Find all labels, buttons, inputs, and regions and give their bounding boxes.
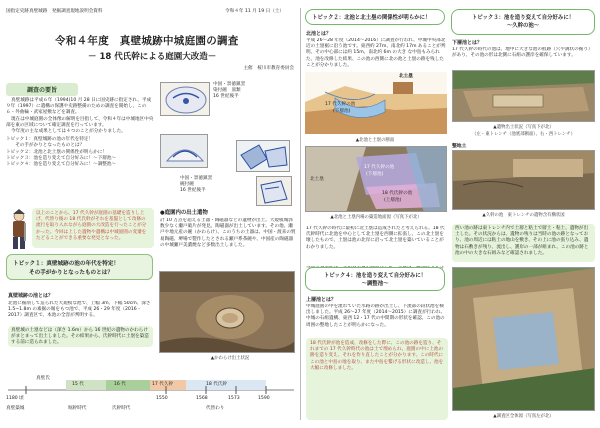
porcelain-photo-2	[160, 134, 208, 168]
topic2-title: トピック２：北池と北土塁の関係性が明らかに！	[305, 9, 445, 25]
timeline-label: 18 代氏幹	[206, 382, 228, 387]
topic4-callout: 18 代氏幹が池を造成、改修をした際に、この池の跡を造り、それまでの 17 代久幹時代の池は土で埋められ、庭園の中に上池の跡を造り変え、それを作り直したことが分かります。この時代にこの池と中島の地を取り、また中島を繋げる形状に改造し、池を大幅に改修しました。	[306, 338, 448, 420]
finds-text: 計 10 万点を超える土器・陶磁器などの遺物が出土。大規模城郭数少なく瀬戸破片が発見。陶磁器が出土しています。その他、瀬戸や地元産の碗（かわらけ）、このうちの土器は、中国・渡来の貿易陶磁、堺場で製作したとされる瀬戸系茶碗や、中国産の陶磁器の中城瀬戸美濃焼など多数出土しました。	[160, 218, 296, 248]
plan-label: 北土塁	[310, 177, 324, 182]
timeline-year: 1590	[258, 396, 270, 401]
topic2-text2: 17 代久幹の時代に最初に北土塁は造成されたと考えられる。18 代氏幹時代に北池を中心として北土塁を西側に拡張し、この北土塁を壊したもので、土塁は池の北岸に沿って北土塁を築いていることがわかりました。	[306, 226, 445, 250]
excavation-photo-1	[452, 70, 595, 122]
aerial-plan-caption: ▲北池と土塁内場の築造地面図（写真下が北）	[330, 215, 422, 220]
timeline-year: 1568	[196, 396, 208, 401]
overview-callout: 以上のことから、17 代久幹が庭園の基礎を造りし上げ、代替り後の 18 代氏幹がそれを基盤として改修の流行を取り入れながら庭園の大改造を行ったことが分かった。今回は上した遺物や遺構は中城庭園の変遷をたどることができる重要な発見となった。	[32, 208, 154, 248]
finds-heading: ●庭園内の出土遺物	[160, 210, 208, 216]
topic-list-item: その手がかりとなったものとは？	[6, 143, 85, 149]
page-title: 令和４年度 真壁城跡中城庭園の調査	[55, 35, 239, 47]
topic-list-item: トピック１：真壁城跡の池の年代を特定！	[6, 137, 94, 143]
plan-label: 18 代氏幹の池	[382, 191, 413, 196]
excavation-caption-1-sub: （左・東トレンチ（池底部断面）、右・西トレンチ）	[472, 132, 575, 137]
site-overview-caption: ▲調査区全体図（写真左が北）	[493, 414, 554, 419]
header-date: 令和４年 11 月 19 日（土）	[225, 9, 284, 14]
cross-section-diagram	[305, 72, 447, 134]
topic2-text: 平成 26〜28 年度（2014〜2016）に調査が行われ、中城中央部北辺の土塁裾に沿う池です。東西約 27m、南北約 17m あることが判明。その中心部には約 15m、南北約 6m の大き な中島もみられた。池を改修した結果、この池の西側に北の池と土塁の跡を残したことが分かりました。	[306, 38, 446, 68]
topic1-sub: 真壁城跡の池とは？	[8, 293, 54, 299]
label-line: 染付碗 皿類	[213, 88, 241, 94]
diagram-label: 17 代久幹の池	[325, 102, 356, 107]
overview-heading: 調査の要旨	[6, 83, 78, 96]
topic4-subtitle: 〜調整池〜	[361, 281, 389, 287]
finds-label-1	[213, 82, 258, 101]
overview-body	[6, 98, 154, 168]
finds-label-2	[180, 176, 230, 195]
topic3-subtitle: 〜久幹の池〜	[506, 23, 540, 29]
topic3-sub: 下層池とは？	[452, 40, 483, 46]
topic1-text: 北池に掘削して造られた大規模な池で、上幅 3m、下幅 50cm、深さ 1.5~1.8m の素掘の堀をもつ池で、平成 26・29 年度（2016・2017）調査区で、本池の全容が判明する。	[8, 301, 151, 319]
topic1-subtitle: その手がかりとなったものとは？	[29, 270, 113, 276]
page-subtitle: － 18 代氏幹による庭園大改造－	[88, 52, 217, 62]
organizer: 主催 桜川市教育委員会	[243, 66, 294, 71]
label-line: 16 世紀後半	[180, 188, 206, 194]
topic-list-item: トピック４：池を造り変えて自分好みに！〜調整池〜	[6, 162, 117, 168]
timeline-sub: 真壁築城	[6, 406, 25, 411]
excavation-photo-2	[452, 150, 595, 210]
column-divider	[300, 8, 301, 420]
plan-label: 17 代久幹の池	[364, 165, 395, 170]
topic3-text: 17 代久幹の時代の池は、地中に大きな池の痕跡（穴や溝状の掘り）があり、その池の形は北側に石組の護岸を確保しています。	[452, 47, 593, 59]
topic-list	[6, 137, 154, 168]
excavation-caption-1: ▲遺物出土状況（写真下が北）	[493, 125, 554, 130]
samurai-illustration	[6, 208, 32, 252]
topic1-title: トピック１：真壁城跡の池の年代を特定！	[13, 261, 120, 267]
topic4-title-box	[305, 267, 445, 291]
topic4-title: トピック４：池を造り変えて自分好みに！	[323, 273, 427, 279]
topic1-text2: 真壁城の土塁などは（深さ 1.6m）から 16 世紀の遺物のかわらけがまとまって出土しました。その結果から、氏幹時代に土塁を築造する前に造られました。	[8, 326, 153, 347]
timeline-label: 1180 頃	[6, 396, 24, 401]
timeline-label: 17 代久幹	[152, 382, 174, 387]
timeline-sub: 代替わり	[206, 406, 225, 411]
topic3-text2: 西い池の跡は東トレンチ内で土層と粘土で層土・粘土、遺物が出土した。その状況からは、遺物の残りは当時の池の跡となっており、池の周辺には粘土の地山を敷き、その上に池の張り込み、遺物は石敷きが残り、流出し、護岸の一部が組まれ、この池の跡と池の中の大きな石組みなど確認されました。	[452, 224, 595, 262]
topic2-sub: 北池とは？	[306, 31, 332, 37]
topic3-title-box	[451, 9, 595, 35]
excavation-caption-2: ▲久幹の池 東トレンチの遺物含有構状図	[482, 213, 565, 218]
topic-list-item: トピック３：池を造り変えて自分好みに！〜下層池〜	[6, 155, 117, 161]
header-note: 国指定史跡真壁城跡 発掘調査現地説明会資料	[6, 9, 103, 14]
label-line: 碗付碗	[180, 182, 194, 188]
cross-section-caption: ▲北池と土塁の断面	[355, 138, 395, 143]
label-line: 中国・景徳鎮窯	[213, 82, 246, 87]
porcelain-photo-4	[256, 176, 292, 206]
porcelain-photo-1	[160, 82, 210, 116]
plan-label: (下層池)	[366, 172, 384, 177]
aerial-plan-photo	[305, 146, 447, 212]
diagram-label: (下層池)	[333, 109, 351, 114]
timeline-sub: 氏幹時代	[112, 406, 131, 411]
timeline-year: 1550	[156, 396, 168, 401]
diagram-label: 北土塁	[399, 74, 413, 79]
topic4-text: 中城庭園の中を流れていた水路の跡が出土し、下流部の段状池を検出しました。平成 26〜27 年度（2014〜2015）に調査が行われ、中城の石組遺構、東西 12・17 代の中間期の形状を確認。この池の周囲の整地したことが明らかになった。	[306, 304, 446, 328]
timeline-label: 16 代	[114, 382, 126, 387]
porcelain-photo-3	[236, 140, 290, 172]
kawarake-caption: ▲かわらけ出土状況	[210, 356, 250, 361]
kawarake-photo	[159, 271, 295, 353]
plan-label: (上層池)	[384, 198, 402, 203]
timeline-label: 真壁氏	[36, 376, 50, 381]
overview-para-1: 真壁城跡は平成６年（1994)10 月 28 日に国史跡に指定され、平成９年（1997）に遺構の保護や史跡整備のための調査を開始し、この６・外曲輪・武家屋敷などを調査。	[6, 98, 152, 116]
topic3-sub2: 整地土	[452, 144, 467, 149]
timeline-label: 15 代	[72, 382, 84, 387]
label-line: 16 世紀後半	[213, 94, 239, 100]
topic-list-item: トピック２：北池と北土塁の関係性が明らかに！	[6, 149, 107, 155]
site-overview-photo	[452, 267, 595, 411]
timeline-year: 1573	[228, 396, 240, 401]
timeline	[6, 362, 296, 420]
overview-para-2: 現在は中城庭園の全体像の解明を目指して、令和４年は中城地区中央部を東の区域について確定調査を行っています。	[6, 116, 154, 128]
topic1-title-box	[6, 254, 153, 280]
timeline-sub: 堀幹時代	[68, 406, 87, 411]
topic3-title: トピック３：池を造り変えて自分好みに！	[471, 15, 575, 21]
overview-para-3: 今年度の主な成果としては４つのことが分かりました。	[11, 129, 126, 135]
label-line: 中国・景徳鎮窯	[180, 176, 213, 181]
topic4-sub: 上層池とは？	[306, 297, 337, 303]
